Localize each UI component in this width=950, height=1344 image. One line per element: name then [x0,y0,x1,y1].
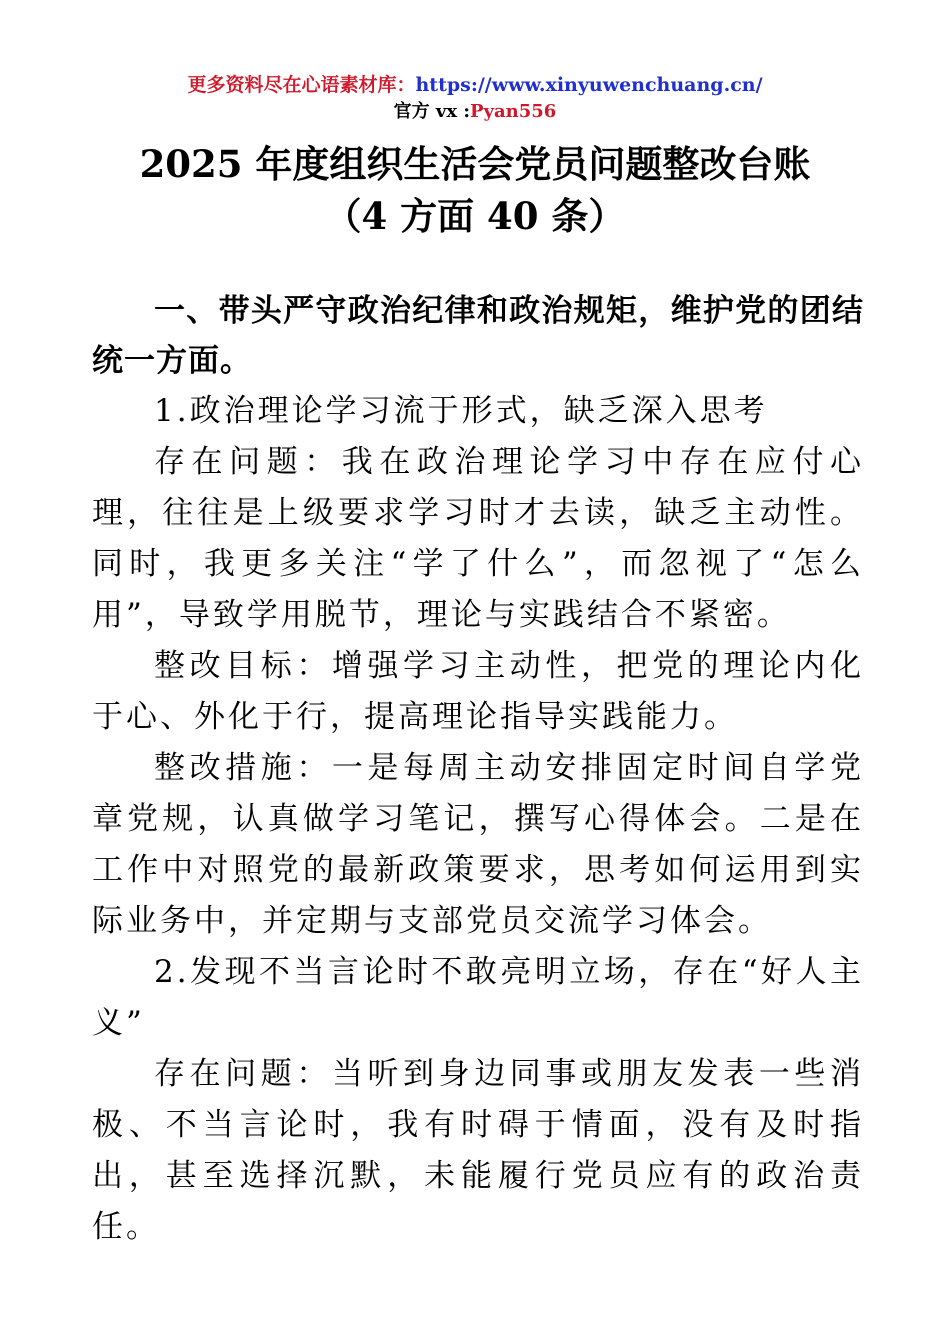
item-title: 1.政治理论学习流于形式，缺乏深入思考 [154,393,768,429]
document-body [92,286,864,1253]
promo-link[interactable]: https://www.xinyuwenchuang.cn/ [415,74,763,96]
problem-paragraph: 存在问题：我在政治理论学习中存在应付心理，往往是上级要求学习时才去读，缺乏主动性。同时，我更多关注“学了什么”，而忽视了“怎么用”，导致学用脱节，理论与实践结合不紧密。 [92,444,864,633]
measures-paragraph: 整改措施：一是每周主动安排固定时间自学党章党规，认真做学习笔记，撰写心得体会。二是在工作中对照党的最新政策要求，思考如何运用到实际业务中，并定期与支部党员交流学习体会。 [92,750,864,939]
document-subtitle: （4 方面 40 条） [324,194,626,238]
promo-label: 更多资料尽在心语素材库： [187,74,416,96]
item-title: 2.发现不当言论时不敢亮明立场，存在“好人主义” [92,954,864,1041]
goal-paragraph: 整改目标：增强学习主动性，把党的理论内化于心、外化于行，提高理论指导实践能力。 [92,648,864,735]
section-heading: 一、带头严守政治纪律和政治规矩，维护党的团结统一方面。 [92,293,864,379]
document-title: 2025 年度组织生活会党员问题整改台账 [139,142,811,186]
wechat-id: Pyan556 [470,101,557,122]
wechat-label: 官方 vx : [393,101,471,122]
promo-line [0,70,950,97]
wechat-line [0,97,950,123]
problem-paragraph: 存在问题：当听到身边同事或朋友发表一些消极、不当言论时，我有时碍于情面，没有及时指出，甚至选择沉默，未能履行党员应有的政治责任。 [92,1056,864,1245]
